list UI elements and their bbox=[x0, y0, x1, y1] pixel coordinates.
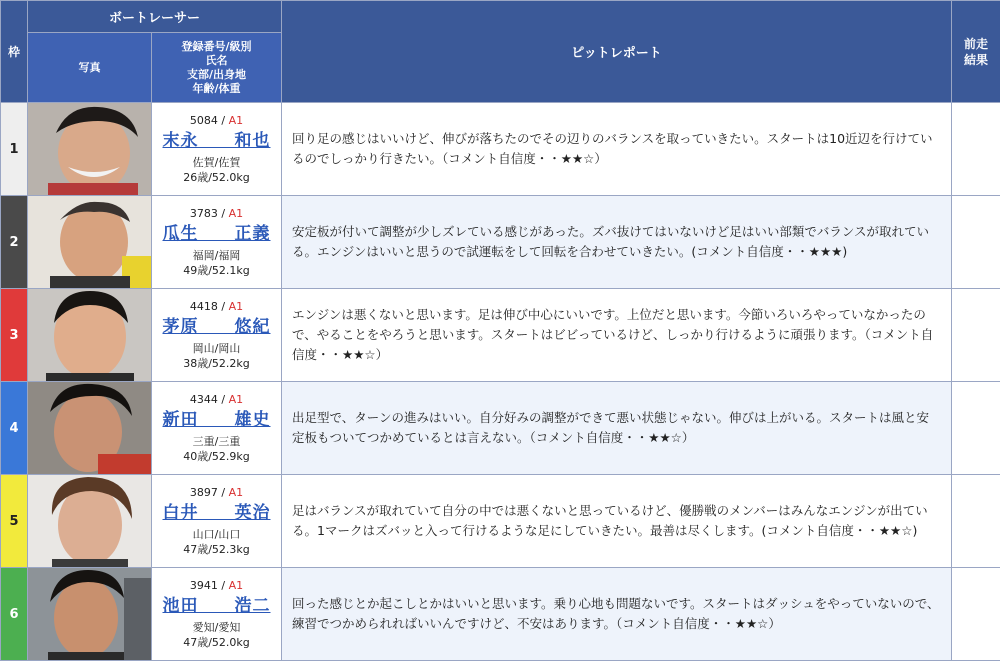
racer-age-weight: 49歳/52.1kg bbox=[183, 264, 250, 277]
racer-branch: 愛知/愛知 bbox=[192, 621, 241, 634]
racer-branch: 福岡/福岡 bbox=[192, 249, 241, 262]
racer-branch: 山口/山口 bbox=[192, 528, 241, 541]
racer-branch: 岡山/岡山 bbox=[192, 342, 241, 355]
pit-report-text: 回った感じとか起こしとかはいいと思います。乗り心地も問題ないです。スタートはダッシュをやっていないので、練習でつかめられればいいんですけど、不安はあります。（コメント自信度・・★★☆） bbox=[282, 568, 952, 661]
racer-photo[interactable] bbox=[28, 475, 152, 568]
racer-photo[interactable] bbox=[28, 382, 152, 475]
reg-number: 5084 bbox=[189, 114, 218, 127]
reg-grade bbox=[152, 392, 281, 407]
waku-number: 3 bbox=[1, 289, 28, 382]
reg-number: 4418 bbox=[189, 300, 218, 313]
prev-result-header-line: 結果 bbox=[964, 52, 989, 67]
reg-grade bbox=[152, 485, 281, 500]
racer-branch: 佐賀/佐賀 bbox=[192, 156, 241, 169]
reg-separator: / bbox=[217, 486, 229, 499]
racer-branch: 三重/三重 bbox=[192, 435, 241, 448]
grade-label: A1 bbox=[228, 114, 244, 127]
racer-name-link[interactable]: 新田 雄史 bbox=[162, 410, 271, 430]
info-header bbox=[152, 33, 282, 103]
racer-name-link[interactable]: 白井 英治 bbox=[162, 503, 271, 523]
prev-result-header bbox=[952, 1, 1000, 103]
reg-grade bbox=[152, 113, 281, 128]
racer-age-weight: 47歳/52.0kg bbox=[183, 636, 250, 649]
prev-result bbox=[952, 196, 1000, 289]
racer-row bbox=[1, 382, 1000, 475]
info-header-line: 氏名 bbox=[205, 53, 228, 67]
racer-photo-image bbox=[28, 568, 152, 660]
waku-header: 枠 bbox=[1, 1, 28, 103]
waku-number: 1 bbox=[1, 103, 28, 196]
racer-info bbox=[152, 382, 282, 475]
prev-result bbox=[952, 382, 1000, 475]
racer-row bbox=[1, 568, 1000, 661]
reg-grade bbox=[152, 578, 281, 593]
photo-header: 写真 bbox=[28, 33, 152, 103]
racer-name-link[interactable]: 末永 和也 bbox=[162, 131, 271, 151]
racer-photo-image bbox=[28, 196, 152, 288]
waku-number: 5 bbox=[1, 475, 28, 568]
racer-photo[interactable] bbox=[28, 289, 152, 382]
racer-name-link[interactable]: 瓜生 正義 bbox=[162, 224, 271, 244]
racer-row bbox=[1, 196, 1000, 289]
racer-photo-image bbox=[28, 289, 152, 381]
pit-report-text: エンジンは悪くないと思います。足は伸び中心にいいです。上位だと思います。今節いろいろやっていなかったので、やることをやろうと思います。スタートはビビっているけど、しっかり行けるように頑張ります。（コメント自信度・・★★☆） bbox=[282, 289, 952, 382]
reg-separator: / bbox=[217, 579, 229, 592]
prev-result bbox=[952, 289, 1000, 382]
racer-age-weight: 47歳/52.3kg bbox=[183, 543, 250, 556]
racer-row bbox=[1, 289, 1000, 382]
grade-label: A1 bbox=[228, 393, 244, 406]
racer-info bbox=[152, 475, 282, 568]
racer-group-header: ボートレーサー bbox=[28, 1, 282, 33]
grade-label: A1 bbox=[228, 300, 244, 313]
racer-age-weight: 26歳/52.0kg bbox=[183, 171, 250, 184]
racer-name-link[interactable]: 池田 浩二 bbox=[162, 596, 271, 616]
racer-photo-image bbox=[28, 382, 152, 474]
racer-name-link[interactable]: 茅原 悠紀 bbox=[162, 317, 271, 337]
racer-age-weight: 40歳/52.9kg bbox=[183, 450, 250, 463]
waku-number: 6 bbox=[1, 568, 28, 661]
reg-grade bbox=[152, 206, 281, 221]
reg-number: 3783 bbox=[189, 207, 218, 220]
reg-number: 3941 bbox=[189, 579, 218, 592]
racer-row bbox=[1, 103, 1000, 196]
reg-number: 3897 bbox=[189, 486, 218, 499]
pit-report-text: 安定板が付いて調整が少しズレている感じがあった。ズバ抜けてはいないけど足はいい部類でバランスが取れている。エンジンはいいと思うので試運転をして回転を合わせていきたい。(コメント自信度・・★★★) bbox=[282, 196, 952, 289]
racer-photo[interactable] bbox=[28, 196, 152, 289]
racer-photo-image bbox=[28, 475, 152, 567]
reg-grade bbox=[152, 299, 281, 314]
reg-separator: / bbox=[217, 114, 229, 127]
reg-separator: / bbox=[217, 300, 229, 313]
prev-result bbox=[952, 475, 1000, 568]
racer-info bbox=[152, 103, 282, 196]
reg-number: 4344 bbox=[189, 393, 218, 406]
prev-result bbox=[952, 103, 1000, 196]
waku-number: 4 bbox=[1, 382, 28, 475]
racer-photo[interactable] bbox=[28, 103, 152, 196]
grade-label: A1 bbox=[228, 579, 244, 592]
info-header-line: 支部/出身地 bbox=[186, 67, 247, 81]
racer-age-weight: 38歳/52.2kg bbox=[183, 357, 250, 370]
pit-report-text: 足はバランスが取れていて自分の中では悪くないと思っているけど、優勝戦のメンバーはみんなエンジンが出ている。1マークはズバッと入って行けるような足にしていきたい。最善は尽くします。(コメント自信度・・★★☆) bbox=[282, 475, 952, 568]
reg-separator: / bbox=[217, 393, 229, 406]
racer-row bbox=[1, 475, 1000, 568]
info-header-line: 登録番号/級別 bbox=[181, 39, 252, 53]
racer-info bbox=[152, 196, 282, 289]
pit-report-text: 出足型で、ターンの進みはいい。自分好みの調整ができて悪い状態じゃない。伸びは上がいる。スタートは風と安定板もついてつかめているとは言えない。（コメント自信度・・★★☆） bbox=[282, 382, 952, 475]
racer-photo-image bbox=[28, 103, 152, 195]
racer-info bbox=[152, 289, 282, 382]
racer-info bbox=[152, 568, 282, 661]
prev-result bbox=[952, 568, 1000, 661]
pit-report-header: ピットレポート bbox=[282, 1, 952, 103]
pit-report-text: 回り足の感じはいいけど、伸びが落ちたのでその辺りのバランスを取っていきたい。スタートは10近辺を行けているのでしっかり行きたい。（コメント自信度・・★★☆） bbox=[282, 103, 952, 196]
grade-label: A1 bbox=[228, 486, 244, 499]
prev-result-header-line: 前走 bbox=[964, 36, 989, 51]
reg-separator: / bbox=[217, 207, 229, 220]
racer-photo[interactable] bbox=[28, 568, 152, 661]
info-header-line: 年齢/体重 bbox=[192, 81, 241, 95]
waku-number: 2 bbox=[1, 196, 28, 289]
grade-label: A1 bbox=[228, 207, 244, 220]
